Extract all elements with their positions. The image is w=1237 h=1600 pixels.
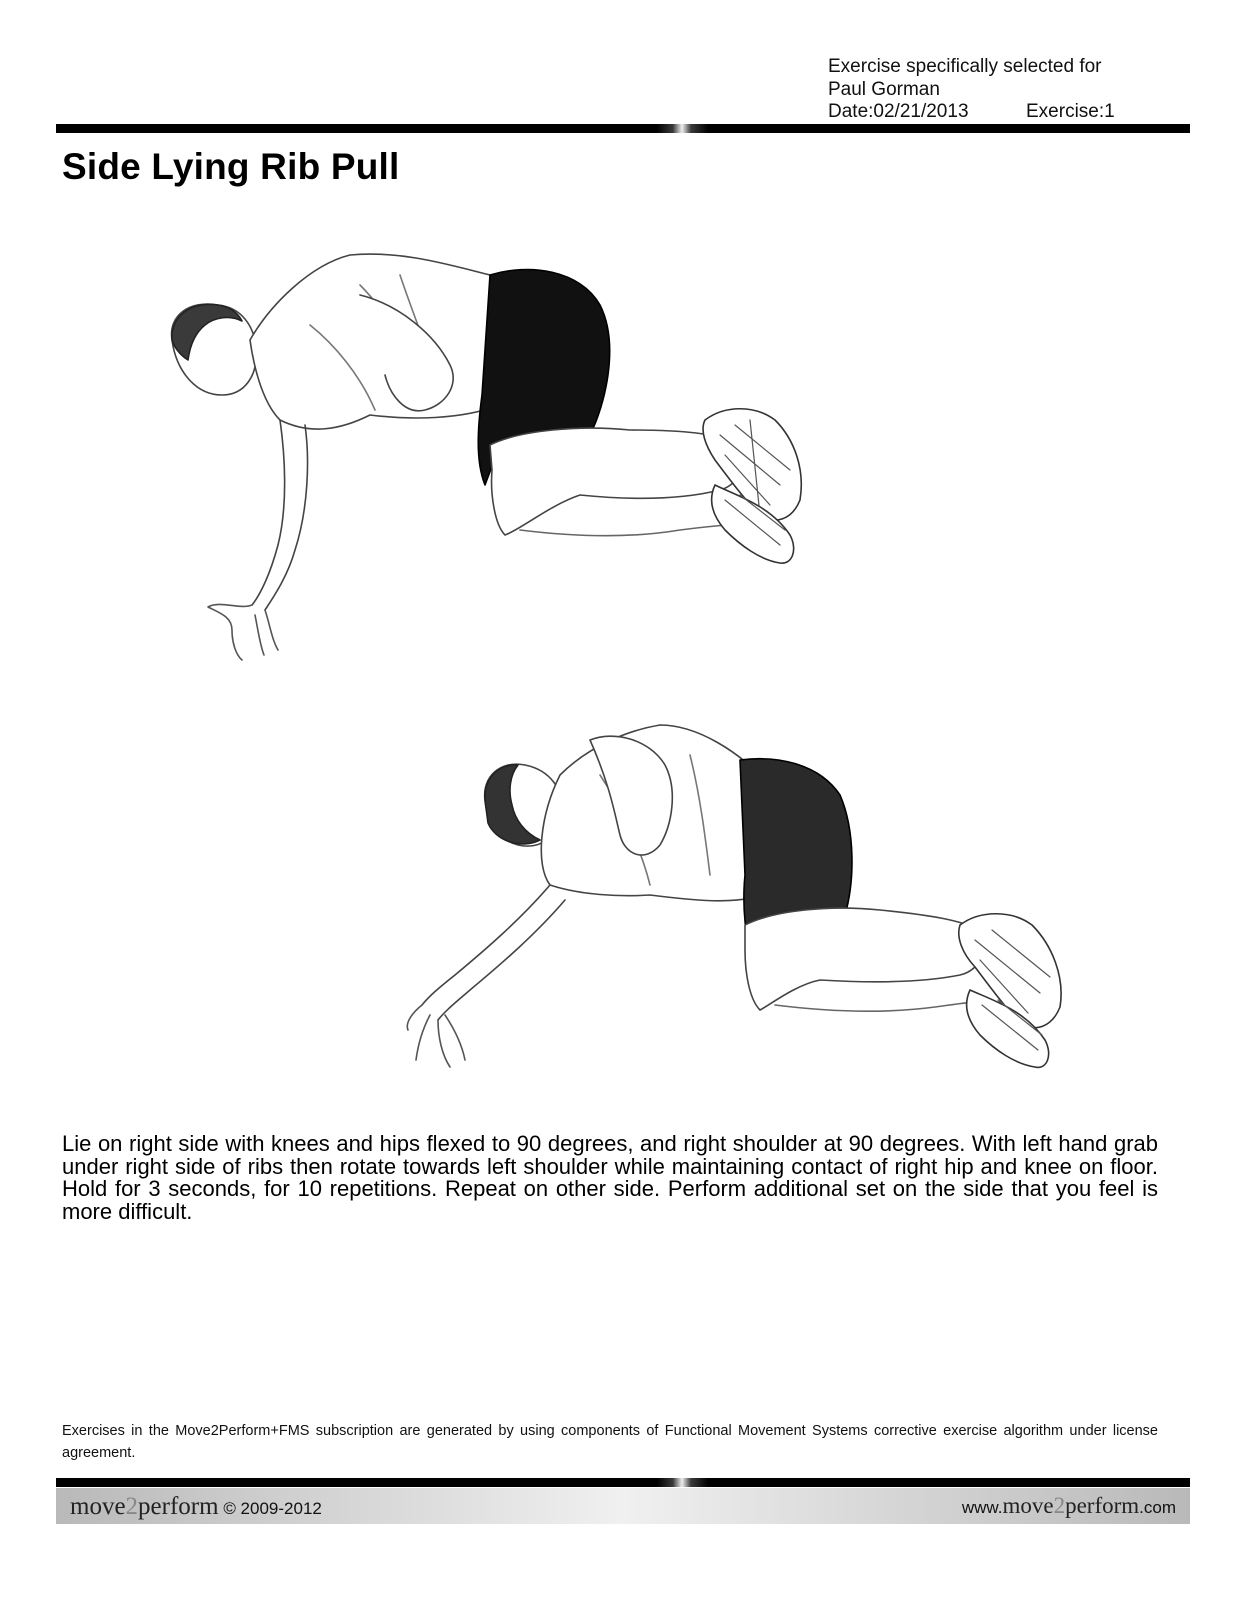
start-position-illustration [160, 245, 820, 675]
footer-divider [56, 1478, 1190, 1487]
client-name: Paul Gorman [828, 78, 940, 100]
date-exercise-row [828, 101, 1115, 124]
license-disclaimer: Exercises in the Move2Perform+FMS subscription are generated by using components of Functional Movement Systems corrective exercise algorithm under license agreement. [62, 1423, 1158, 1461]
page-footer [56, 1488, 1190, 1524]
exercise-number: Exercise:1 [1026, 101, 1115, 122]
exercise-instructions: Lie on right side with knees and hips flexed to 90 degrees, and right shoulder at 90 degrees. With left hand grab under right side of ribs then rotate towards left shoulder while maintaining contact of right hip and knee on floor. Hold for 3 seconds, for 10 repetitions. Repeat on other side. Perform additional set on the side that you feel is more difficult. [62, 1131, 1158, 1224]
move2perform-logo: move2perform [70, 1493, 219, 1520]
exercise-date: Date:02/21/2013 [828, 101, 969, 122]
selected-for-label: Exercise specifically selected for [828, 56, 1102, 77]
header-divider [56, 124, 1190, 133]
footer-brand [70, 1493, 322, 1521]
rotated-position-illustration [400, 715, 1100, 1100]
exercise-header [828, 56, 1115, 124]
exercise-title: Side Lying Rib Pull [62, 146, 400, 187]
copyright-text: © 2009-2012 [223, 1499, 322, 1518]
footer-website[interactable]: www.move2perform.com [961, 1493, 1176, 1518]
